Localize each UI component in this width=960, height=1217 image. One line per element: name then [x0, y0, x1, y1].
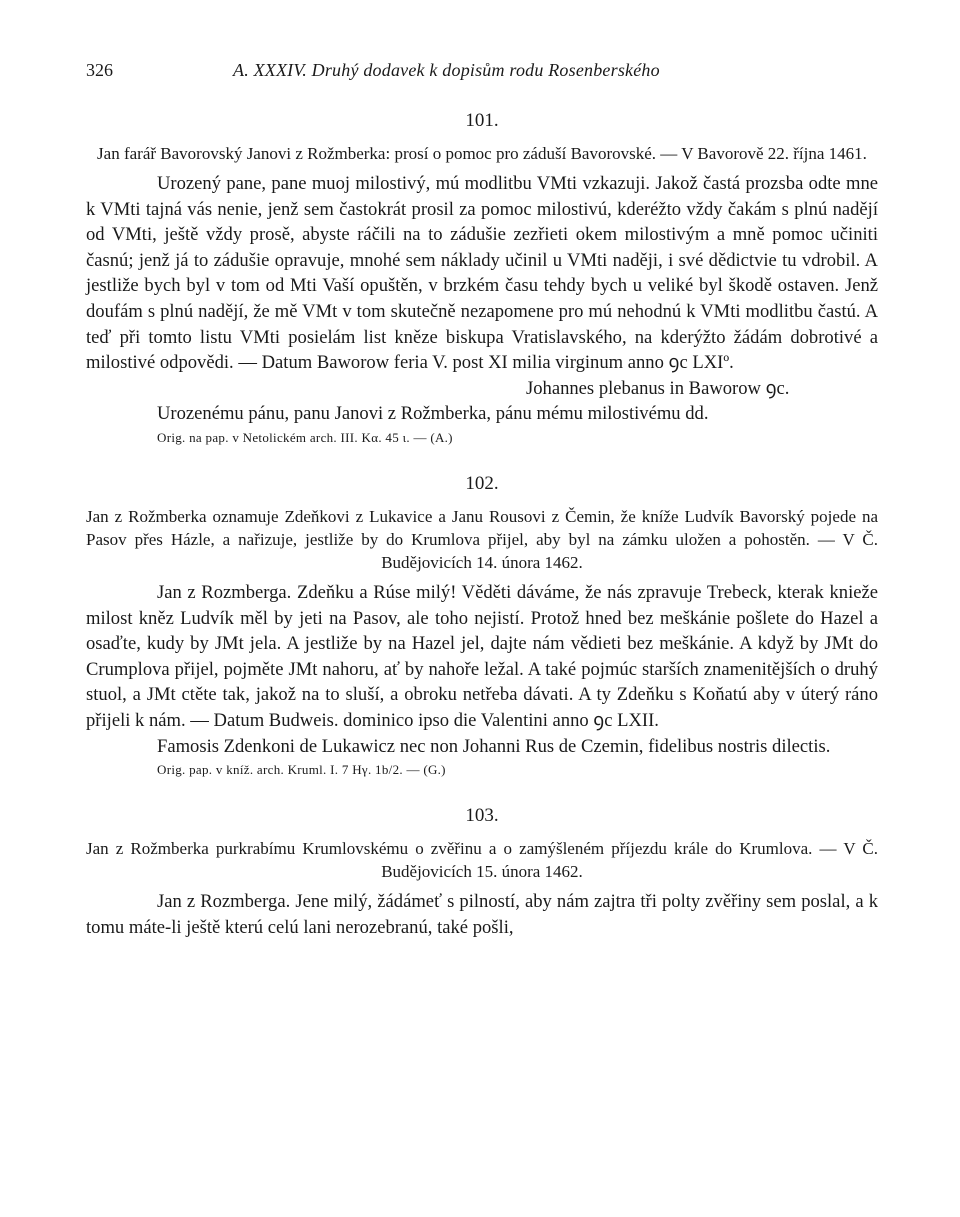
- entry-regest: Jan z Rožmberka purkrabímu Krumlovskému o zvěřinu a o zamýšleném příjezdu krále do Krumlova. — V Č. Budějovicích 15. února 1462.: [86, 839, 878, 882]
- entry-number: 103.: [465, 805, 499, 827]
- entry-address: Urozenému pánu, panu Janovi z Rožmberka, pánu mému milostivému dd.: [157, 403, 709, 425]
- entry-101: [86, 110, 878, 449]
- entry-number: 102.: [465, 472, 499, 494]
- page-number: 326: [86, 60, 113, 80]
- entry-body: Jan z Rozmberga. Jene milý, žádámeť s pilností, aby nám zajtra tři polty zvěřiny sem poslal, a k tomu máte-li ještě kterú celú lani nerozebranú, také pošli,: [86, 891, 878, 938]
- entry-address: Famosis Zdenkoni de Lukawicz nec non Johanni Rus de Czemin, fidelibus nostris dilectis.: [157, 735, 831, 757]
- entry-number: 101.: [465, 110, 499, 131]
- running-title: A. XXXIV. Druhý dodavek k dopisům rodu Rosenberského: [233, 60, 660, 80]
- entry-source-note: Orig. pap. v kníž. arch. Kruml. I. 7 Hγ. 1b/2. — (G.): [157, 762, 446, 778]
- entry-103: [86, 805, 878, 940]
- entry-body: Jan z Rozmberga. Zdeňku a Rúse milý! Věděti dáváme, že nás zpravuje Trebeck, kterak knieže milost kněz Ludvík měl by jeti na Pasov, ale toho nejistí. Protož hned bez meškánie pošlete do Hazel a osaďte, kudy by JMt jela. A jestliže by na Hazel jel, dajte nám vědieti bez meškánie. A když by JMt do Crumplova přijel, pojměte JMt nahoru, ať by nahoře ležal. A také pojmúc starších znamenitějších o druhý stuol, a JMt ctěte tak, jakož na to sluší, a obroku netřeba dávati. A ty Zdeňku s Koňatú aby v úterý ráno přijeli k nám. — Datum Budweis. dominico ipso die Valentini anno ꝯc LXII.: [86, 581, 878, 731]
- document-page: [86, 60, 878, 940]
- running-head: [86, 60, 878, 90]
- entry-102: [86, 473, 878, 781]
- entry-signature: Johannes plebanus in Baworow ꝯc.: [526, 377, 790, 399]
- entry-regest: Jan farář Bavorovský Janovi z Rožmberka: prosí o pomoc pro záduší Bavorovské. — V Bavorově 22. října 1461.: [97, 144, 867, 163]
- entry-body: Urozený pane, pane muoj milostivý, mú modlitbu VMti vzkazuji. Jakož častá prozsba odte mne k VMti tajná vás nenie, jenž sem častokrát prosil za pomoc milostivú, kderéžto vždy čakám s plnú nadějí od VMti, ještě vždy prosě, abyste ráčili na to zádušie zezřieti okem milostivým a mně pomoc učiniti časnú; jenž já to zádušie opravuje, mnohé sem náklady učinil u VMti naději, i své dědictvie tu vdrobil. A jestliže bych byl v tom od Mti Vaší opuštěn, v brzkém času tehdy bych u veliké byl škodě ostaven. Jenž doufám s plnú nadějí, že mě VMt v tom skutečně nezapomene pro mú nehodnú k VMti modlitbu častú. A teď při tomto listu VMti posielám list kněze biskupa Vratislavského, na kderýžto žádám dobrotivé a milostivé odpovědi. — Datum Baworow feria V. post XI milia virginum anno ꝯc LXIº.: [86, 173, 878, 374]
- entry-source-note: Orig. na pap. v Netolickém arch. III. Kα. 45 ι. — (A.): [157, 429, 453, 445]
- entry-regest: Jan z Rožmberka oznamuje Zdeňkovi z Lukavice a Janu Rousovi z Čemin, že kníže Ludvík Bavorský pojede na Pasov přes Házle, a nařizuje, jestliže by do Krumlova přijel, aby byl na zámku uložen a pohostěn. — V Č. Budějovicích 14. února 1462.: [86, 506, 878, 572]
